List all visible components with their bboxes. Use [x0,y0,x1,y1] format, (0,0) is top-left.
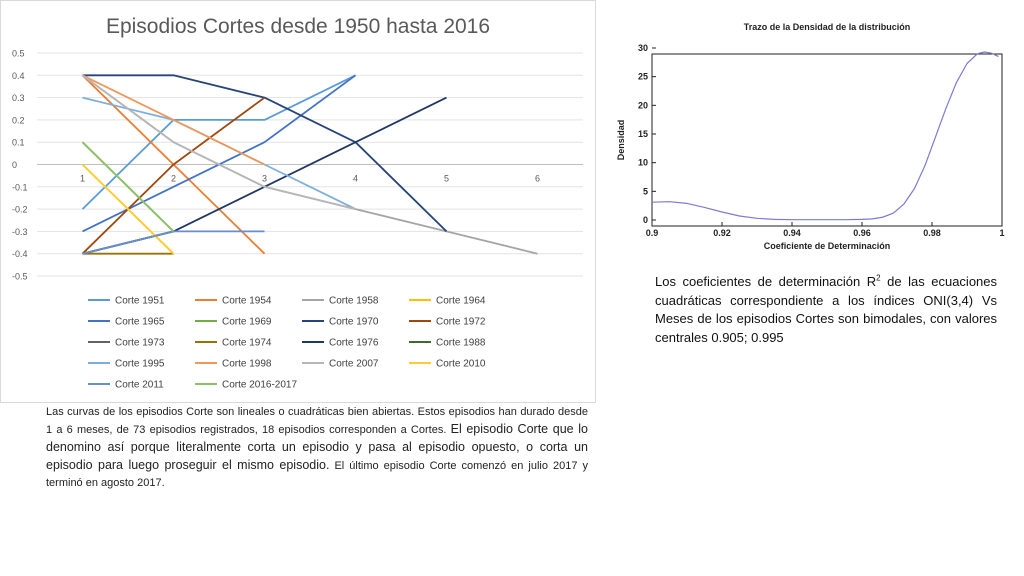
density-x-tick-label: 1 [999,228,1005,238]
density-plot-frame [652,54,1002,226]
legend-entry: Corte 1976 [329,337,379,349]
series-line-corte-2011 [83,231,265,253]
legend-entry: Corte 1988 [436,337,486,349]
y-tick-label: -0.1 [12,182,28,193]
density-title: Trazo de la Densidad de la distribución [743,22,911,32]
density-curve [652,52,999,220]
left-caption [46,404,588,492]
right-caption-part-b: de las ecuaciones cuadráticas correspondiente a los índices ONI(3,4) Vs Meses de los episodios Cortes son bimodales, con valores centrales 0.905; 0.995 [655,274,998,345]
chart-title: Episodios Cortes desde 1950 hasta 2016 [105,15,491,38]
density-y-axis-label: Densidad [616,119,626,161]
y-tick-label: 0.2 [12,115,25,126]
right-caption-superscript: 2 [876,273,881,283]
y-tick-label: 0.4 [12,70,25,81]
legend-entry: Corte 1998 [222,358,272,370]
density-x-tick-label: 0.98 [923,228,941,238]
density-x-tick-label: 0.94 [783,228,801,238]
y-tick-label: -0.3 [12,226,28,237]
left-caption-part-1: Las curvas de los episodios Corte son lineales o cuadráticas bien abiertas. Estos episodios han durado desde 1 a 6 meses, de 73 episodios registrados, 18 episodios corresponden a Cortes. [46,406,588,436]
legend-entry: Corte 2007 [329,358,379,370]
y-tick-label: 0.1 [12,137,25,148]
density-x-axis-label: Coeficiente de Determinación [763,241,891,251]
density-y-tick-label: 25 [637,71,648,82]
legend-entry: Corte 2011 [115,379,164,391]
x-tick-label: 5 [443,173,450,184]
x-tick-label: 2 [170,173,177,184]
left-caption-part-2: El episodio Corte que lo denomino así porque literalmente corta un episodio y pasa al episodio opuesto, o corta un episodio para luego proseguir el mismo episodio. [46,422,588,472]
x-tick-label: 4 [352,173,359,184]
y-tick-label: 0 [12,160,18,170]
density-y-tick-label: 10 [637,157,648,168]
legend-entry: Corte 2010 [436,358,486,370]
y-tick-label: -0.4 [12,249,28,260]
y-tick-label: -0.2 [12,204,28,215]
density-x-tick-label: 0.9 [645,228,659,238]
legend-entry: Corte 1969 [222,316,272,328]
legend-entry: Corte 1974 [222,337,272,349]
density-x-tick-label: 0.92 [713,228,731,238]
legend-entry: Corte 1954 [222,295,272,307]
density-y-tick-label: 20 [637,100,648,111]
episodios-line-chart [0,0,596,403]
left-caption-part-3: El último episodio Corte comenzó en julio 2017 y terminó en agosto 2017. [46,460,588,489]
legend-entry: Corte 1972 [436,316,486,328]
legend-entry: Corte 1970 [329,316,379,328]
legend-entry: Corte 1973 [115,337,165,349]
right-caption-part-a: Los coeficientes de determinación R [655,274,877,289]
density-y-tick-label: 30 [637,43,648,53]
y-tick-label: -0.5 [12,271,28,282]
legend-entry: Corte 1951 [115,295,165,307]
x-tick-label: 1 [79,173,86,184]
right-caption [655,273,997,347]
y-tick-label: 0.5 [12,48,25,59]
legend-entry: Corte 1964 [436,295,486,307]
legend-entry: Corte 2016-2017 [222,379,298,391]
density-y-tick-label: 15 [637,129,648,139]
x-tick-label: 6 [534,173,541,184]
y-tick-label: 0.3 [12,93,25,104]
legend-entry: Corte 1965 [115,316,165,328]
legend-entry: Corte 1995 [115,358,165,370]
density-y-tick-label: 5 [642,186,648,197]
density-y-tick-label: 0 [642,215,648,225]
density-chart [612,14,1012,254]
x-tick-label: 3 [261,173,268,184]
density-x-tick-label: 0.96 [853,228,871,238]
legend-entry: Corte 1958 [329,295,379,307]
